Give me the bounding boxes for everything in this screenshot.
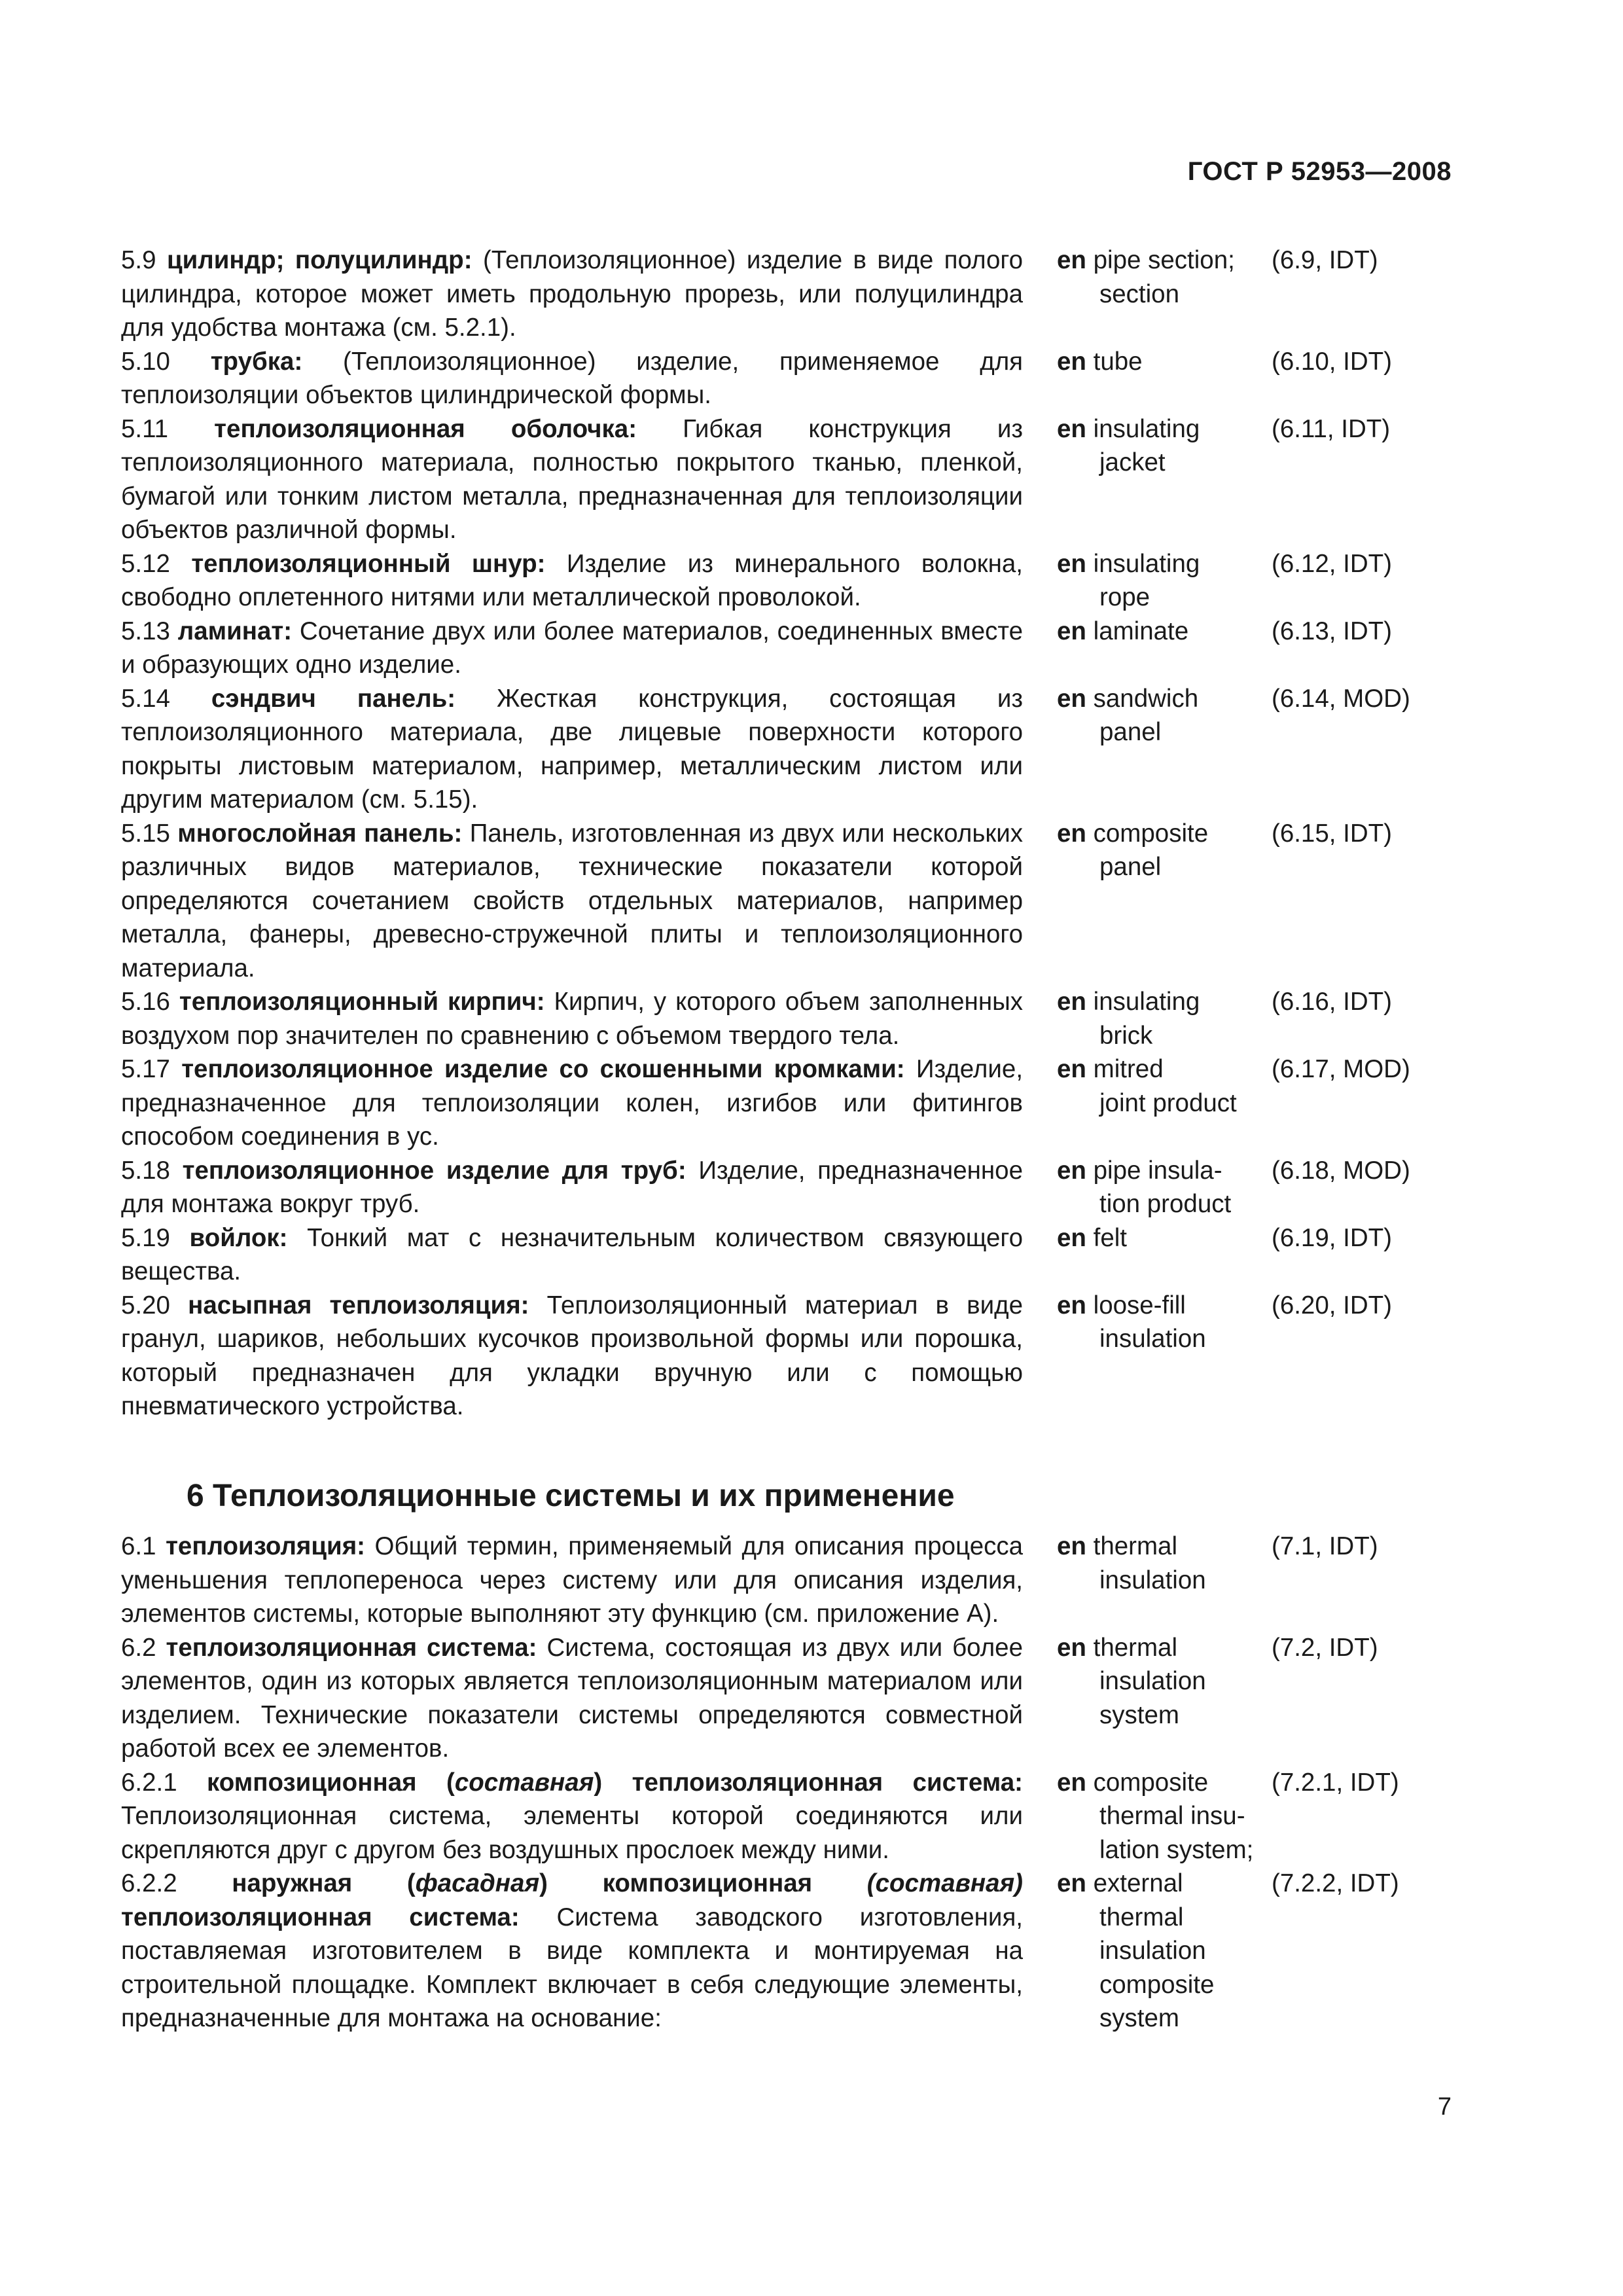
iso-reference: (6.19, IDT) [1272,1223,1392,1252]
term-definition [121,1530,1023,1631]
term-text: Изделие из минерального волокна, свободно оплетенного нитями или металлической проволокой. [121,549,1023,611]
english-equivalent [1057,412,1272,480]
term-text: Панель, изготовленная из двух или нескольких различных видов материалов, технические показатели которой определяются сочетанием свойств отдельных материалов, например металла, фанеры, древесно-стружечной плиты и теплоизоляционного материала. [121,819,1023,982]
term-name [207,1768,1023,1797]
term-name-part: фасадная [415,1869,540,1897]
english-equivalent [1057,615,1272,649]
term-number: 5.20 [121,1291,170,1319]
term-entry [121,1221,1436,1289]
iso-reference: (6.16, IDT) [1272,988,1392,1016]
english-term-line: tion product [1099,1190,1232,1218]
iso-reference: (7.2, IDT) [1272,1633,1378,1662]
english-term-text: sandwich [1093,684,1199,713]
iso-reference: (7.1, IDT) [1272,1532,1378,1560]
english-term-text: thermal [1093,1532,1178,1560]
term-name-part: составная [454,1768,594,1797]
term-name: насыпная теплоизоляция: [188,1291,529,1319]
english-term-first-line [1057,1052,1272,1086]
term-entry [121,412,1436,547]
term-entry [121,345,1436,412]
english-term-text: pipe section; [1093,246,1235,274]
language-code: en [1057,684,1086,713]
iso-reference: (7.2.1, IDT) [1272,1768,1399,1797]
term-name: теплоизоляционное изделие со скошенными кромками: [181,1055,905,1083]
term-number: 5.19 [121,1223,170,1252]
language-code: en [1057,819,1086,848]
terms-block-6 [121,1530,1436,2036]
english-term-text: composite [1093,819,1209,848]
term-number: 6.2 [121,1633,156,1662]
language-code: en [1057,617,1086,645]
english-term-first-line [1057,1631,1272,1665]
english-term-text: insulating [1093,414,1200,443]
term-text: Изделие, предназначенное для монтажа вокруг труб. [121,1156,1023,1218]
term-number: 5.18 [121,1156,170,1185]
terms-block-5 [121,243,1436,1424]
term-name: теплоизоляционная система: [166,1633,537,1662]
english-term-line: rope [1099,583,1150,611]
english-term-first-line [1057,243,1272,278]
language-code: en [1057,414,1086,443]
iso-reference: (6.10, IDT) [1272,347,1392,376]
term-text: Теплоизоляционный материал в виде гранул, шариков, небольших кусочков произвольной формы или порошка, который предназначен для укладки вручную или с помощью пневматического устройства. [121,1291,1023,1420]
term-name: теплоизоляционный кирпич: [179,988,545,1016]
term-definition [121,345,1023,412]
term-text: (Теплоизоляционное) изделие в виде полого цилиндра, которое может иметь продольную прорезь, или полуцилиндра для удобства монтажа (см. 5.2.1). [121,246,1024,342]
english-term-first-line [1057,1289,1272,1323]
term-definition [121,1154,1023,1221]
english-term-first-line [1057,985,1272,1019]
term-definition [121,1221,1023,1289]
english-term-line: brick [1099,1021,1153,1050]
term-name: многослойная панель: [177,819,463,848]
term-entry [121,615,1436,682]
term-number: 5.15 [121,819,170,848]
term-name: теплоизоляционная оболочка: [214,414,637,443]
english-term-first-line [1057,1154,1272,1188]
term-name: трубка: [210,347,303,376]
language-code: en [1057,1869,1086,1897]
term-name-part: (составная) [866,1869,1023,1897]
term-name: теплоизоляционное изделие для труб: [182,1156,687,1185]
term-entry [121,1631,1436,1766]
english-equivalent [1057,1631,1272,1732]
term-entry [121,243,1436,345]
term-definition [121,985,1023,1052]
term-number: 5.12 [121,549,170,578]
language-code: en [1057,988,1086,1016]
english-term-line: panel [1099,853,1162,881]
english-term-first-line [1057,345,1272,379]
english-term-first-line [1057,817,1272,851]
language-code: en [1057,1223,1086,1252]
term-text: Жесткая конструкция, состоящая из теплоизоляционного материала, две лицевые поверхности которого покрыты листовым материалом, например, металлическим листом или другим материалом (см. 5.15). [121,684,1023,814]
term-number: 6.1 [121,1532,156,1560]
language-code: en [1057,1532,1086,1560]
term-definition [121,412,1023,547]
english-term-line: insulation [1099,1937,1206,1965]
term-name: теплоизоляция: [166,1532,365,1560]
iso-reference: (6.13, IDT) [1272,617,1392,645]
term-entry [121,985,1436,1052]
term-text: (Теплоизоляционное) изделие, применяемое для теплоизоляции объектов цилиндрической формы. [121,347,1024,409]
iso-reference: (6.14, MOD) [1272,684,1410,713]
term-text: Система, состоящая из двух или более элементов, один из которых является теплоизоляционным материалом или изделием. Технические показатели системы определяются совместной работой всех ее элементов. [121,1633,1023,1763]
term-text: Кирпич, у которого объем заполненных воздухом пор значителен по сравнению с объемом твердого тела. [121,988,1024,1050]
term-text: Сочетание двух или более материалов, соединенных вместе и образующих одно изделие. [121,617,1024,679]
english-term-first-line [1057,1766,1272,1800]
term-definition [121,1052,1023,1154]
term-text: Тонкий мат с незначительным количеством связующего вещества. [121,1223,1023,1285]
term-name: цилиндр; полуцилиндр: [166,246,473,274]
iso-reference: (6.9, IDT) [1272,246,1378,274]
iso-reference: (6.11, IDT) [1272,414,1391,443]
term-number: 5.13 [121,617,170,645]
english-term-line: system [1099,1700,1179,1729]
term-name-part: ) теплоизоляционная система: [594,1768,1023,1797]
english-term-first-line [1057,547,1272,581]
term-entry [121,817,1436,986]
english-equivalent [1057,817,1272,884]
language-code: en [1057,246,1086,274]
term-definition [121,1631,1023,1766]
term-name: сэндвич панель: [211,684,456,713]
english-term-text: tube [1093,347,1143,376]
english-term-text: thermal [1093,1633,1178,1662]
term-definition [121,1867,1023,2036]
language-code: en [1057,549,1086,578]
term-definition [121,682,1023,817]
english-term-first-line [1057,682,1272,716]
term-definition [121,817,1023,986]
iso-reference: (6.17, MOD) [1272,1055,1410,1083]
english-equivalent [1057,345,1272,379]
iso-reference: (6.15, IDT) [1272,819,1392,848]
term-name-part: композиционная ( [207,1768,455,1797]
language-code: en [1057,1291,1086,1319]
language-code: en [1057,1768,1086,1797]
english-term-text: composite [1093,1768,1209,1797]
english-equivalent [1057,1221,1272,1255]
english-equivalent [1057,1766,1272,1867]
term-definition [121,615,1023,682]
english-term-line: insulation [1099,1566,1206,1594]
term-definition [121,547,1023,615]
english-term-first-line [1057,1867,1272,1901]
english-equivalent [1057,1530,1272,1597]
iso-reference: (7.2.2, IDT) [1272,1869,1399,1897]
english-term-line: thermal insu- [1099,1802,1245,1830]
term-number: 5.11 [121,414,169,443]
term-definition [121,243,1023,345]
term-number: 5.9 [121,246,156,274]
english-term-first-line [1057,412,1272,446]
english-equivalent [1057,1289,1272,1356]
iso-reference: (6.18, MOD) [1272,1156,1410,1185]
language-code: en [1057,347,1086,376]
term-name-part: теплоизоляционная система: [121,1903,520,1931]
english-term-line: system [1099,2004,1179,2032]
term-name-part: наружная ( [232,1869,416,1897]
term-name: войлок: [189,1223,288,1252]
english-equivalent [1057,243,1272,311]
english-term-line: jacket [1099,448,1166,476]
term-text: Теплоизоляционная система, элементы которой соединяются или скрепляются друг с другом без воздушных прослоек между ними. [121,1802,1023,1864]
term-name: теплоизоляционный шнур: [191,549,546,578]
english-equivalent [1057,682,1272,749]
english-term-text: laminate [1093,617,1189,645]
term-entry [121,1867,1436,2036]
english-term-text: felt [1093,1223,1127,1252]
term-text: Изделие, предназначенное для теплоизоляции колен, изгибов или фитингов способом соединения в ус. [121,1055,1024,1151]
english-term-line: insulation [1099,1325,1206,1353]
term-entry [121,547,1436,615]
term-entry [121,682,1436,817]
english-term-text: mitred [1093,1055,1164,1083]
term-name-part: ) композиционная [539,1869,867,1897]
term-text: Система заводского изготовления, поставляемая изготовителем в виде комплекта и монтируемая на строительной площадке. Комплект включает в себя следующие элементы, предназначенные для монтажа на основание: [121,1903,1023,2032]
iso-reference: (6.20, IDT) [1272,1291,1392,1319]
term-number: 5.10 [121,347,170,376]
section-heading: 6 Теплоизоляционные системы и их применение [187,1479,955,1513]
language-code: en [1057,1156,1086,1185]
english-term-text: loose-fill [1093,1291,1186,1319]
english-equivalent [1057,985,1272,1052]
term-definition [121,1766,1023,1867]
term-text: Общий термин, применяемый для описания процесса уменьшения теплопереноса через систему или для описания изделия, элементов системы, которые выполняют эту функцию (см. приложение А). [121,1532,1024,1628]
standard-code: ГОСТ Р 52953—2008 [1187,157,1452,186]
english-equivalent [1057,1052,1272,1120]
term-number: 5.16 [121,988,170,1016]
english-term-line: thermal [1099,1903,1184,1931]
term-entry [121,1530,1436,1631]
term-number: 6.2.2 [121,1869,177,1897]
english-term-first-line [1057,1221,1272,1255]
english-term-text: insulating [1093,549,1200,578]
language-code: en [1057,1633,1086,1662]
term-definition [121,1289,1023,1424]
english-equivalent [1057,1154,1272,1221]
english-equivalent [1057,1867,1272,2036]
term-number: 6.2.1 [121,1768,177,1797]
english-term-text: insulating [1093,988,1200,1016]
term-number: 5.17 [121,1055,170,1083]
term-name: ламинат: [177,617,293,645]
term-entry [121,1766,1436,1867]
term-entry [121,1289,1436,1424]
english-term-text: external [1093,1869,1183,1897]
english-term-line: section [1099,279,1179,308]
english-term-line: panel [1099,718,1162,746]
english-term-line: joint product [1099,1088,1237,1117]
english-term-line: lation system; [1099,1835,1254,1864]
term-number: 5.14 [121,684,170,713]
english-equivalent [1057,547,1272,615]
term-entry [121,1052,1436,1154]
english-term-first-line [1057,615,1272,649]
term-entry [121,1154,1436,1221]
iso-reference: (6.12, IDT) [1272,549,1392,578]
english-term-first-line [1057,1530,1272,1564]
english-term-line: insulation [1099,1667,1206,1695]
english-term-line: composite [1099,1970,1215,1999]
english-term-text: pipe insula- [1093,1156,1222,1185]
page-number: 7 [1437,2093,1452,2121]
term-text: Гибкая конструкция из теплоизоляционного материала, полностью покрытого тканью, пленкой, бумагой или тонким листом металла, предназначенная для теплоизоляции объектов различной формы. [121,414,1023,544]
language-code: en [1057,1055,1086,1083]
